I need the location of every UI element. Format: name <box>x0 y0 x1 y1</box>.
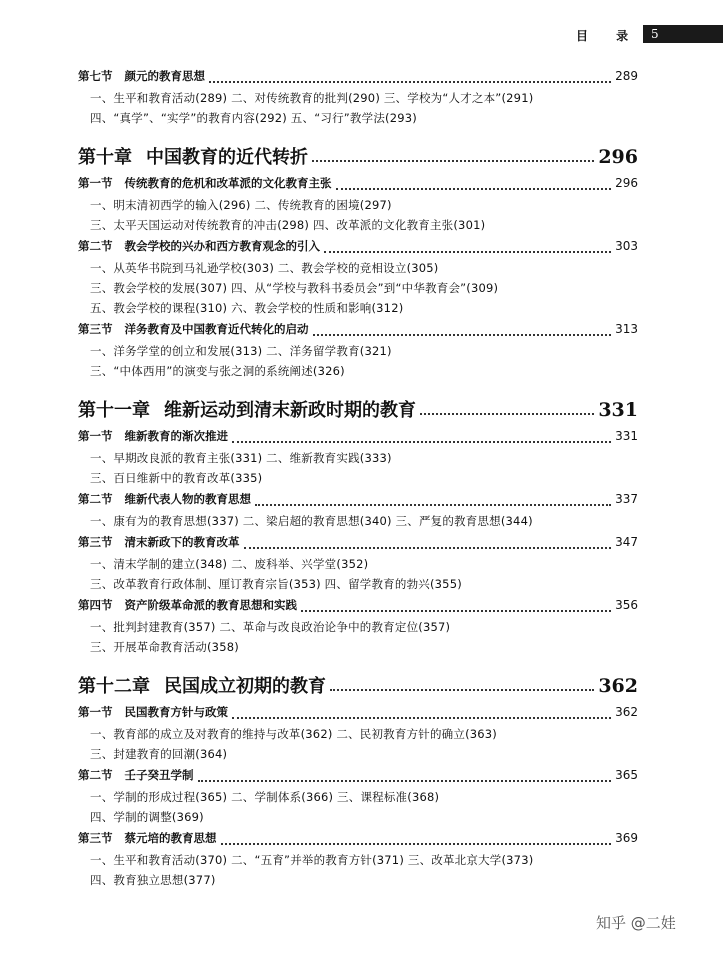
toc-subitem-line: 三、太平天国运动对传统教育的冲击(298) 四、改革派的文化教育主张(301) <box>90 218 486 232</box>
section-title: 洋务教育及中国教育近代转化的启动 <box>124 322 309 336</box>
toc-section[interactable] <box>78 321 638 341</box>
dot-leader <box>330 688 594 691</box>
section-number: 第四节 <box>78 598 113 612</box>
page-number: 347 <box>615 535 638 549</box>
toc-chapter[interactable] <box>78 396 638 424</box>
toc-section[interactable] <box>78 491 638 511</box>
chapter-title: 维新运动到清末新政时期的教育 <box>164 400 416 421</box>
toc-subitem-line: 三、封建教育的回潮(364) <box>90 747 228 761</box>
chapter-title: 中国教育的近代转折 <box>146 147 308 168</box>
toc-subitem-line: 一、生平和教育活动(289) 二、对传统教育的批判(290) 三、学校为“人才之本”(291) <box>90 91 534 105</box>
toc-subitem-line: 三、改革教育行政体制、厘订教育宗旨(353) 四、留学教育的勃兴(355) <box>90 577 462 591</box>
toc-subitem-line: 一、早期改良派的教育主张(331) 二、维新教育实践(333) <box>90 451 392 465</box>
dot-leader <box>420 412 594 415</box>
page-number: 296 <box>615 176 638 190</box>
toc-subitem-line: 三、百日维新中的教育改革(335) <box>90 471 263 485</box>
section-number: 第七节 <box>78 69 113 83</box>
page-number: 369 <box>615 831 638 845</box>
section-number: 第二节 <box>78 239 113 253</box>
section-heading <box>78 830 217 846</box>
section-number: 第一节 <box>78 176 113 190</box>
section-heading <box>78 428 228 444</box>
page-number: 331 <box>615 429 638 443</box>
toc-subitem-line: 四、教育独立思想(377) <box>90 873 216 887</box>
header-title: 目 录 <box>576 29 641 43</box>
toc-subitem-line: 一、教育部的成立及对教育的维持与改革(362) 二、民初教育方针的确立(363) <box>90 727 497 741</box>
chapter-heading <box>78 143 308 169</box>
section-heading <box>78 68 205 84</box>
toc-subitem-line: 四、学制的调整(369) <box>90 810 204 824</box>
section-heading <box>78 238 320 254</box>
toc-chapter[interactable] <box>78 672 638 700</box>
chapter-heading <box>78 396 416 422</box>
toc-subitem-line: 一、从英华书院到马礼逊学校(303) 二、教会学校的竞相设立(305) <box>90 261 439 275</box>
toc-section[interactable] <box>78 175 638 195</box>
section-title: 清末新政下的教育改革 <box>124 535 240 549</box>
section-number: 第三节 <box>78 535 113 549</box>
toc-chapter[interactable] <box>78 143 638 171</box>
chapter-title: 民国成立初期的教育 <box>164 676 326 697</box>
dot-leader <box>232 440 611 443</box>
dot-leader <box>324 250 611 253</box>
toc-subitem-line: 五、教会学校的课程(310) 六、教会学校的性质和影响(312) <box>90 301 404 315</box>
page-number: 356 <box>615 598 638 612</box>
dot-leader <box>336 187 612 190</box>
section-title: 蔡元培的教育思想 <box>124 831 217 845</box>
section-number: 第一节 <box>78 705 113 719</box>
section-heading <box>78 175 332 191</box>
page-number: 303 <box>615 239 638 253</box>
toc-subitem-line: 一、洋务学堂的创立和发展(313) 二、洋务留学教育(321) <box>90 344 392 358</box>
section-number: 第三节 <box>78 322 113 336</box>
page-number: 289 <box>615 69 638 83</box>
chapter-number: 第十一章 <box>78 400 150 421</box>
toc-subitem-line: 一、明末清初西学的输入(296) 二、传统教育的困境(297) <box>90 198 392 212</box>
section-heading <box>78 704 228 720</box>
section-number: 第二节 <box>78 492 113 506</box>
chapter-number: 第十章 <box>78 147 132 168</box>
toc-section[interactable] <box>78 767 638 787</box>
dot-leader <box>221 842 612 845</box>
chapter-heading <box>78 672 326 698</box>
page-number: 331 <box>598 399 638 421</box>
page-number: 362 <box>615 705 638 719</box>
page-number: 365 <box>615 768 638 782</box>
toc-subitem-line: 一、生平和教育活动(370) 二、“五育”并举的教育方针(371) 三、改革北京大学(373) <box>90 853 534 867</box>
section-heading <box>78 491 251 507</box>
section-title: 壬子癸丑学制 <box>124 768 194 782</box>
page-number: 362 <box>598 675 638 697</box>
toc-section[interactable] <box>78 428 638 448</box>
toc-subitem-line: 一、清末学制的建立(348) 二、废科举、兴学堂(352) <box>90 557 369 571</box>
dot-leader <box>244 546 612 549</box>
table-of-contents <box>78 65 638 890</box>
section-title: 颜元的教育思想 <box>124 69 205 83</box>
section-number: 第三节 <box>78 831 113 845</box>
dot-leader <box>301 609 611 612</box>
dot-leader <box>313 333 612 336</box>
section-heading <box>78 597 297 613</box>
page-header <box>0 0 723 46</box>
watermark: 知乎 @二娃 <box>596 914 676 932</box>
dot-leader <box>312 159 594 162</box>
section-title: 民国教育方针与政策 <box>124 705 228 719</box>
dot-leader <box>255 503 611 506</box>
toc-section[interactable] <box>78 238 638 258</box>
toc-section[interactable] <box>78 68 638 88</box>
page-number: 337 <box>615 492 638 506</box>
section-title: 传统教育的危机和改革派的文化教育主张 <box>124 176 332 190</box>
section-heading <box>78 321 309 337</box>
section-title: 资产阶级革命派的教育思想和实践 <box>124 598 297 612</box>
toc-subitem-line: 三、“中体西用”的演变与张之洞的系统阐述(326) <box>90 364 345 378</box>
section-number: 第二节 <box>78 768 113 782</box>
chapter-number: 第十二章 <box>78 676 150 697</box>
toc-section[interactable] <box>78 597 638 617</box>
toc-subitem-line: 一、康有为的教育思想(337) 二、梁启超的教育思想(340) 三、严复的教育思想(344) <box>90 514 533 528</box>
dot-leader <box>209 80 611 83</box>
toc-section[interactable] <box>78 830 638 850</box>
toc-subitem-line: 一、学制的形成过程(365) 二、学制体系(366) 三、课程标准(368) <box>90 790 440 804</box>
toc-section[interactable] <box>78 704 638 724</box>
page-number: 313 <box>615 322 638 336</box>
toc-subitem-line: 一、批判封建教育(357) 二、革命与改良政治论争中的教育定位(357) <box>90 620 451 634</box>
dot-leader <box>198 779 612 782</box>
section-title: 维新代表人物的教育思想 <box>124 492 251 506</box>
toc-subitem-line: 四、“真学”、“实学”的教育内容(292) 五、“习行”教学法(293) <box>90 111 417 125</box>
dot-leader <box>232 716 611 719</box>
toc-subitem-line: 三、开展革命教育活动(358) <box>90 640 239 654</box>
toc-subitem-line: 三、教会学校的发展(307) 四、从“学校与教科书委员会”到“中华教育会”(309) <box>90 281 499 295</box>
section-number: 第一节 <box>78 429 113 443</box>
section-heading <box>78 534 240 550</box>
section-heading <box>78 767 194 783</box>
section-title: 维新教育的渐次推进 <box>124 429 228 443</box>
page-number: 296 <box>598 146 638 168</box>
header-page-number: 5 <box>643 25 723 43</box>
toc-section[interactable] <box>78 534 638 554</box>
section-title: 教会学校的兴办和西方教育观念的引入 <box>124 239 320 253</box>
